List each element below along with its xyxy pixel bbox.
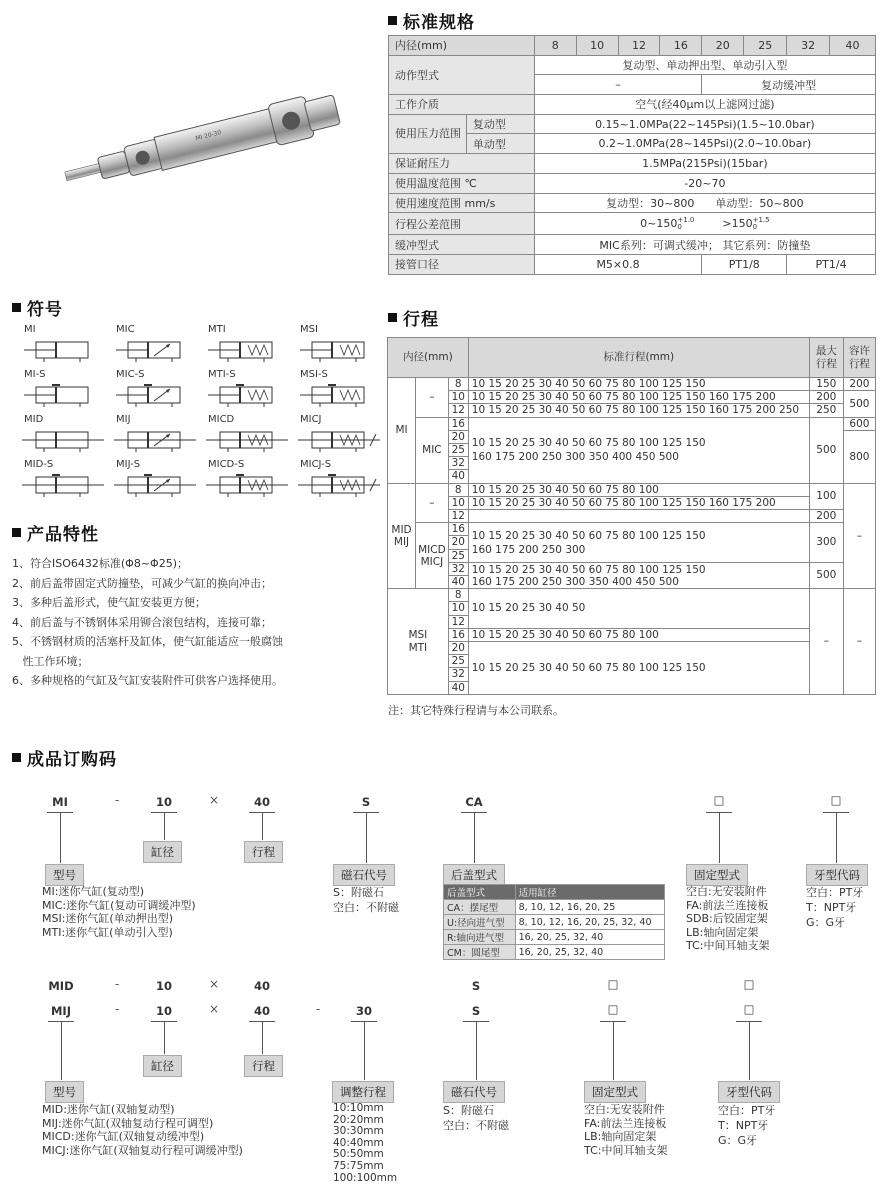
- cylinder-symbol-icon: [298, 336, 380, 364]
- cylinder-symbol-icon: [22, 471, 104, 499]
- bullet-square-icon: [12, 303, 21, 312]
- symbol-cell: [18, 324, 110, 369]
- cylinder-symbol-icon: [206, 336, 288, 364]
- order2-model-desc: MID:迷你气缸(双轴复动型) MIJ:迷你气缸(双轴复动行程可调型) MICD:迷你气缸(双轴复动缓冲型) MICJ:迷你气缸(双轴复动行程可调缓冲型): [42, 1103, 243, 1157]
- code-connector: [749, 1022, 750, 1080]
- order1-magnet-desc: S：附磁石 空白：不附磁: [333, 886, 399, 914]
- product-photo: [55, 75, 355, 195]
- symbol-label: MTI: [208, 324, 226, 335]
- cylinder-symbol-icon: [22, 336, 104, 364]
- symbol-label: MICD: [208, 414, 235, 425]
- spec-action-label: 动作型式: [389, 55, 535, 94]
- product-photo-label: MI 20-30: [194, 129, 223, 143]
- cylinder-symbol-icon: [22, 381, 104, 409]
- order2-magnet-tag: 磁石代号: [443, 1081, 505, 1103]
- order2-adj-desc: 10:10mm 20:20mm 30:30mm 40:40mm 50:50mm 75:75mm 100:100mm: [333, 1102, 398, 1184]
- symbol-cell: [18, 414, 110, 459]
- code-connector: [719, 813, 720, 863]
- order2-model-code-b: MIJ: [50, 1004, 71, 1018]
- symbol-label: MICJ-S: [300, 459, 332, 470]
- section-title-spec: 标准规格: [388, 8, 475, 33]
- symbol-label: MTI-S: [208, 369, 236, 380]
- feature-item: 2、前后盖带固定式防撞垫，可减少气缸的换向冲击；: [12, 576, 272, 590]
- order2-stroke-tag: 行程: [244, 1055, 283, 1077]
- symbol-grid: [18, 324, 386, 504]
- symbol-cell: [294, 369, 386, 414]
- cylinder-symbol-icon: [206, 381, 288, 409]
- section-title-symbol: 符号: [12, 295, 63, 320]
- features-list: [12, 554, 372, 691]
- symbol-cell: [110, 324, 202, 369]
- order1-thread-code: □: [830, 793, 842, 807]
- symbol-cell: [110, 459, 202, 504]
- code-connector: [60, 813, 61, 863]
- section-title-features: 产品特性: [12, 520, 99, 545]
- feature-item: 4、前后盖与不锈钢体采用铆合滚包结构，连接可靠；: [12, 615, 272, 629]
- order1-rear-code: CA: [465, 795, 483, 809]
- code-connector: [474, 813, 475, 863]
- spec-bore-label: 内径(mm): [389, 36, 535, 56]
- code-connector: [262, 1022, 263, 1054]
- order2-magnet-desc: S：附磁石 空白：不附磁: [443, 1104, 509, 1132]
- order2-adj-tag: 调整行程: [332, 1081, 394, 1103]
- order1-magnet-tag: 磁石代号: [333, 864, 395, 886]
- cylinder-symbol-icon: [298, 426, 380, 454]
- section-title-order: 成品订购码: [12, 745, 117, 770]
- symbol-cell: [110, 369, 202, 414]
- feature-item: 5、不锈钢材质的活塞杆及缸体，使气缸能适应一般腐蚀: [12, 635, 283, 648]
- symbol-cell: [294, 414, 386, 459]
- order1-mount-tag: 固定型式: [686, 864, 748, 886]
- bullet-square-icon: [388, 16, 397, 25]
- feature-item: 6、多种规格的气缸及气缸安装附件可供客户选择使用。: [12, 674, 283, 687]
- bullet-square-icon: [12, 528, 21, 537]
- symbol-cell: [18, 369, 110, 414]
- symbol-label: MSI-S: [300, 369, 328, 380]
- order1-bore-code: 10: [155, 795, 172, 809]
- cylinder-symbol-icon: [114, 381, 196, 409]
- symbol-label: MIJ: [116, 414, 131, 425]
- symbol-cell: [110, 414, 202, 459]
- cylinder-symbol-icon: [206, 471, 288, 499]
- rear-type-table: 后盖型式 适用缸径 CA：摆尾型 8, 10, 12, 16, 20, 25 U:径向进气型 8, 10, 12, 16, 20, 25, 32, 40 R:轴向进气型 16, 20, 25, 32, 40 CM：圆尾型 16, 20, 25, 32, 40: [443, 884, 665, 960]
- feature-item: 性工作环境；: [12, 654, 89, 668]
- symbol-cell: [202, 324, 294, 369]
- code-connector: [164, 1022, 165, 1054]
- order2-thread-desc: 空白：PT牙 T：NPT牙 G：G牙: [718, 1104, 776, 1147]
- order2-bore-tag: 缸径: [143, 1055, 182, 1077]
- order2-mount-tag: 固定型式: [584, 1081, 646, 1103]
- cylinder-symbol-icon: [298, 471, 380, 499]
- order1-magnet-code: S: [361, 795, 371, 809]
- stroke-table: 内径(mm) 标准行程(mm) 最大行程 容许行程 MI – 8 10 15 20 25 30 40 50 60 75 80 100 125 150 150 200 10 10 15 20 25 30 40 50 60 75 80 100 125 150 160 175 200 200 500 12 10 15 20 25 30 40 50 60 75 80 100 125 150 160 175 200 250 250 MIC 16 10 15 20 25 30 40 50 60 75 80 100 125 150 160 175 200 250 300 350 400 450 500 500 600 20 800 25 32 40 MID MIJ – 8 10 15 20 25 30 40 50 60 75 80 100 100 – 10 10 15 20 25 30 40 50 60 75 80 100 125 150 160 175 200 12 200 MICD MICJ 16 10 15 20 25 30 40 50 60 75 80 100 125 150 160 175 200 250 300 300 20 25 32 10 15 20 25 30 40 50 60 75 80 100 125 150 160 175 200 250 300 350 400 450 500 500 40 MSI MTI 8 10 15 20 25 30 40 50 – – 10 12 16 10 15 20 25 30 40 50 60 75 80 100 20 10 15 20 25 30 40 50 60 75 80 100 125 150 25 32 40: [387, 337, 876, 695]
- symbol-label: MSI: [300, 324, 318, 335]
- symbol-label: MIC: [116, 324, 135, 335]
- code-connector: [364, 1022, 365, 1080]
- symbol-cell: [202, 459, 294, 504]
- code-connector: [262, 813, 263, 840]
- order1-mount-code: □: [713, 793, 725, 807]
- symbol-label: MID: [24, 414, 44, 425]
- feature-item: 3、多种后盖形式，使气缸安装更方便；: [12, 596, 206, 609]
- cylinder-symbol-icon: [114, 336, 196, 364]
- order2-mount-desc: 空白:无安装附件 FA:前法兰连接板 LB:轴向固定架 TC:中间耳轴支架: [584, 1103, 668, 1157]
- cylinder-symbol-icon: [22, 426, 104, 454]
- order1-model-tag: 型号: [45, 864, 84, 886]
- code-connector: [164, 813, 165, 840]
- bullet-square-icon: [388, 313, 397, 322]
- symbol-cell: [294, 459, 386, 504]
- section-title-stroke: 行程: [388, 305, 439, 330]
- order1-thread-desc: 空白：PT牙 T：NPT牙 G：G牙: [806, 886, 864, 929]
- order2-adj-code: 30: [355, 1004, 372, 1018]
- code-connector: [836, 813, 837, 863]
- symbol-label: MI: [24, 324, 36, 335]
- symbol-label: MIJ-S: [116, 459, 141, 470]
- bullet-square-icon: [12, 753, 21, 762]
- symbol-cell: [202, 369, 294, 414]
- spec-table: 内径(mm) 8 10 12 16 20 25 32 40 动作型式 复动型、单动押出型、单动引入型 – 复动缓冲型 工作介质 空气(经40μm以上滤网过滤) 使用压力范围 复动型 0.15~1.0MPa(22~145Psi)(1.5~10.0bar) 单动型 0.2~1.0MPa(28~145Psi)(2.0~10.0bar) 保证耐压力 1.5MPa(215Psi)(15bar) 使用温度范围 ℃ -20~70 使用速度范围 mm/s 复动型：30~800 单动型：50~800 行程公差范围 0~150+1.0 0 >150+1.5 0 缓冲型式 MIC系列：可调式缓冲； 其它系列：防撞垫 接管口径 M5×0.8 PT1/8 PT1/4: [388, 35, 876, 275]
- order2-model-tag: 型号: [45, 1081, 84, 1103]
- symbol-label: MICJ: [300, 414, 322, 425]
- order2-model-code-a: MID: [48, 979, 74, 993]
- order1-stroke-tag: 行程: [244, 841, 283, 863]
- cylinder-symbol-icon: [298, 381, 380, 409]
- cylinder-symbol-icon: [114, 426, 196, 454]
- order1-mount-desc: 空白:无安装附件 FA:前法兰连接板 SDB:后铰固定架 LB:轴向固定架 TC:中间耳轴支架: [686, 885, 770, 952]
- order1-thread-tag: 牙型代码: [806, 864, 868, 886]
- symbol-label: MID-S: [24, 459, 54, 470]
- stroke-note: 注：其它特殊行程请与本公司联系。: [388, 704, 564, 717]
- order1-model-code: MI: [52, 795, 68, 809]
- cylinder-symbol-icon: [114, 471, 196, 499]
- symbol-cell: [294, 324, 386, 369]
- code-connector: [613, 1022, 614, 1080]
- order1-stroke-code: 40: [253, 795, 270, 809]
- symbol-label: MI-S: [24, 369, 46, 380]
- order1-bore-tag: 缸径: [143, 841, 182, 863]
- code-connector: [366, 813, 367, 863]
- code-connector: [476, 1022, 477, 1080]
- symbol-cell: [18, 459, 110, 504]
- code-connector: [61, 1022, 62, 1080]
- symbol-label: MIC-S: [116, 369, 145, 380]
- symbol-label: MICD-S: [208, 459, 245, 470]
- order1-model-desc: MI:迷你气缸(复动型) MIC:迷你气缸(复动可调缓冲型) MSI:迷你气缸(单动押出型) MTI:迷你气缸(单动引入型): [42, 885, 196, 939]
- symbol-cell: [202, 414, 294, 459]
- cylinder-symbol-icon: [206, 426, 288, 454]
- order2-thread-tag: 牙型代码: [718, 1081, 780, 1103]
- feature-item: 1、符合ISO6432标准(Φ8~Φ25)；: [12, 557, 188, 570]
- order1-rear-tag: 后盖型式: [443, 864, 505, 886]
